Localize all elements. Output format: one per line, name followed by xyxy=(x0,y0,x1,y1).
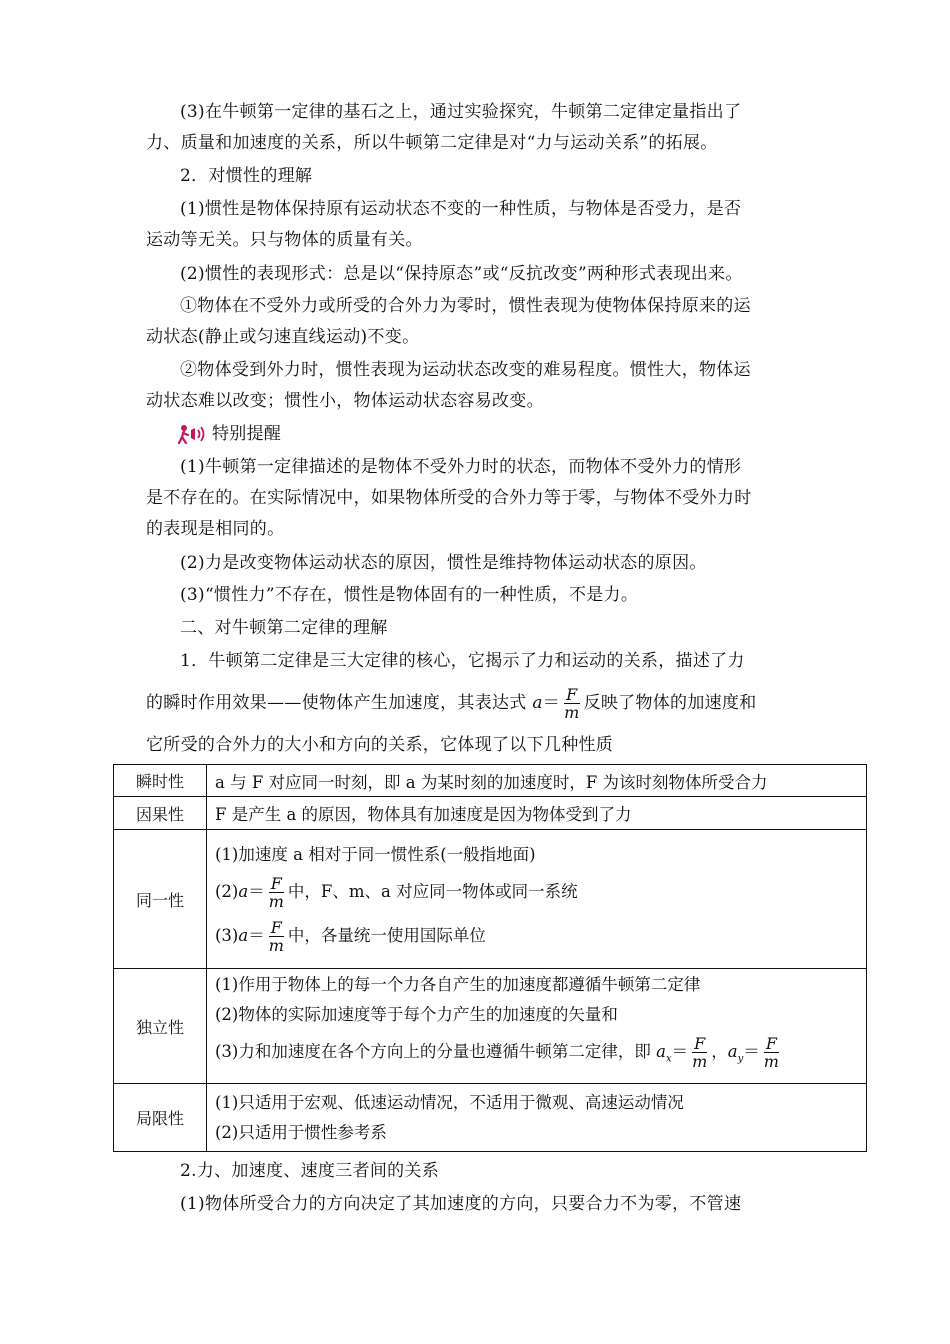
paragraph-line: 力、质量和加速度的关系，所以牛顿第二定律是对“力与运动关系”的拓展。 xyxy=(146,133,718,153)
table-value: F 是产生 a 的原因，物体具有加速度是因为物体受到了力 xyxy=(207,797,867,830)
fraction-denominator: m xyxy=(564,703,580,722)
table-line-prefix: (3) xyxy=(215,926,239,945)
fraction-fy-over-m xyxy=(762,1035,781,1070)
paragraph-line-with-formula xyxy=(146,680,810,726)
formula-a: a xyxy=(532,693,543,713)
fraction-f-over-m xyxy=(267,875,286,910)
special-reminder-heading xyxy=(178,419,842,449)
table-line-with-formula xyxy=(215,870,858,914)
paragraph-line: ①物体在不受外力或所受的合外力为零时，惯性表现为使物体保持原来的运 xyxy=(180,296,751,316)
table-value xyxy=(207,969,867,1084)
fraction-f-over-m xyxy=(562,686,581,721)
fraction-numerator: F xyxy=(270,874,282,893)
table-line: (1)只适用于宏观、低速运动情况，不适用于微观、高速运动情况 xyxy=(215,1092,684,1112)
table-key: 因果性 xyxy=(114,797,207,830)
table-row xyxy=(114,830,867,969)
formula-a: a xyxy=(238,926,249,945)
section-heading: 二、对牛顿第二定律的理解 xyxy=(180,618,388,638)
formula-equals: ＝ xyxy=(743,1042,760,1062)
table-key: 局限性 xyxy=(114,1084,207,1152)
subscript-x: x xyxy=(665,1053,672,1065)
table-line: (1)作用于物体上的每一个力各自产生的加速度都遵循牛顿第二定律 xyxy=(215,975,701,995)
paragraph-line: 是不存在的。在实际情况中，如果物体所受的合外力等于零，与物体不受外力时 xyxy=(146,488,752,508)
table-line-suffix: 中，各量统一使用国际单位 xyxy=(287,926,486,945)
formula-a: a xyxy=(238,882,249,901)
formula-separator: ， xyxy=(711,1042,728,1062)
formula-trail-text: 反映了物体的加速度和 xyxy=(583,693,757,713)
fraction-numerator: F xyxy=(566,685,578,704)
paragraph-line: (2)力是改变物体运动状态的原因，惯性是维持物体运动状态的原因。 xyxy=(180,553,707,573)
paragraph-line: (1)惯性是物体保持原有运动状态不变的一种性质，与物体是否受力，是否 xyxy=(180,199,742,219)
table-row xyxy=(114,765,867,797)
table-key: 瞬时性 xyxy=(114,765,207,797)
table-line-suffix: 中，F、m、a 对应同一物体或同一系统 xyxy=(287,882,578,901)
paragraph-line: 它所受的合外力的大小和方向的关系，它体现了以下几种性质 xyxy=(146,735,614,755)
paragraph-line: ②物体受到外力时，惯性表现为运动状态改变的难易程度。惯性大，物体运 xyxy=(180,360,751,380)
formula-equals: ＝ xyxy=(542,693,561,713)
formula-equals: ＝ xyxy=(248,882,265,901)
table-key: 独立性 xyxy=(114,969,207,1084)
section-heading: 2．对惯性的理解 xyxy=(180,166,313,186)
fraction-numerator: F xyxy=(694,1034,706,1054)
table-row xyxy=(114,1084,867,1152)
table-value xyxy=(207,830,867,969)
table-value xyxy=(207,1084,867,1152)
formula-equals: ＝ xyxy=(248,926,265,945)
fraction-denominator: m xyxy=(268,936,284,955)
special-reminder-title: 特别提醒 xyxy=(212,424,282,444)
formula-a: a xyxy=(727,1042,738,1062)
paragraph-line: (2)惯性的表现形式：总是以“保持原态”或“反抗改变”两种形式表现出来。 xyxy=(180,264,743,284)
fraction-numerator: F xyxy=(270,918,282,937)
table-line: (2)只适用于惯性参考系 xyxy=(215,1122,387,1142)
table-line: (2)物体的实际加速度等于每个力产生的加速度的矢量和 xyxy=(215,1005,618,1025)
paragraph-line: (1)牛顿第一定律描述的是物体不受外力时的状态，而物体不受外力的情形 xyxy=(180,457,742,477)
formula-a: a xyxy=(656,1042,666,1062)
reminder-icon xyxy=(178,423,208,445)
paragraph-line: (3)“惯性力”不存在，惯性是物体固有的一种性质，不是力。 xyxy=(180,585,639,605)
fraction-denominator: m xyxy=(268,892,284,911)
fraction-denominator: m xyxy=(763,1052,779,1072)
table-value: a 与 F 对应同一时刻，即 a 为某时刻的加速度时，F 为该时刻物体所受合力 xyxy=(207,765,867,797)
fraction-numerator: F xyxy=(765,1034,777,1054)
table-line-prefix: (2) xyxy=(215,882,239,901)
paragraph-line: (1)物体所受合力的方向决定了其加速度的方向，只要合力不为零，不管速 xyxy=(180,1194,742,1214)
table-row xyxy=(114,797,867,830)
paragraph-line: 1．牛顿第二定律是三大定律的核心，它揭示了力和运动的关系，描述了力 xyxy=(180,651,745,671)
table-line-prefix: (3)力和加速度在各个方向上的分量也遵循牛顿第二定律，即 xyxy=(215,1042,651,1062)
table-line: (1)加速度 a 相对于同一惯性系(一般指地面) xyxy=(215,845,536,864)
formula-equals: ＝ xyxy=(671,1042,689,1062)
table-key: 同一性 xyxy=(114,830,207,969)
section-heading: 2.力、加速度、速度三者间的关系 xyxy=(180,1161,440,1181)
table-line-with-formula xyxy=(215,914,858,958)
subscript-y: y xyxy=(737,1053,744,1065)
properties-table xyxy=(113,764,867,1152)
paragraph-line: 动状态(静止或匀速直线运动)不变。 xyxy=(146,327,420,347)
fraction-fx-over-m xyxy=(690,1035,709,1070)
paragraph-line: (3)在牛顿第一定律的基石之上，通过实验探究，牛顿第二定律定量指出了 xyxy=(180,102,742,122)
paragraph-line: 动状态难以改变；惯性小，物体运动状态容易改变。 xyxy=(146,391,544,411)
table-row xyxy=(114,969,867,1084)
formula-lead-text: 的瞬时作用效果——使物体产生加速度，其表达式 xyxy=(146,693,527,713)
paragraph-line: 运动等无关。只与物体的质量有关。 xyxy=(146,230,423,250)
fraction-f-over-m xyxy=(267,919,286,954)
table-line-with-formula xyxy=(215,1030,858,1081)
paragraph-line: 的表现是相同的。 xyxy=(146,519,285,539)
fraction-denominator: m xyxy=(692,1052,708,1072)
